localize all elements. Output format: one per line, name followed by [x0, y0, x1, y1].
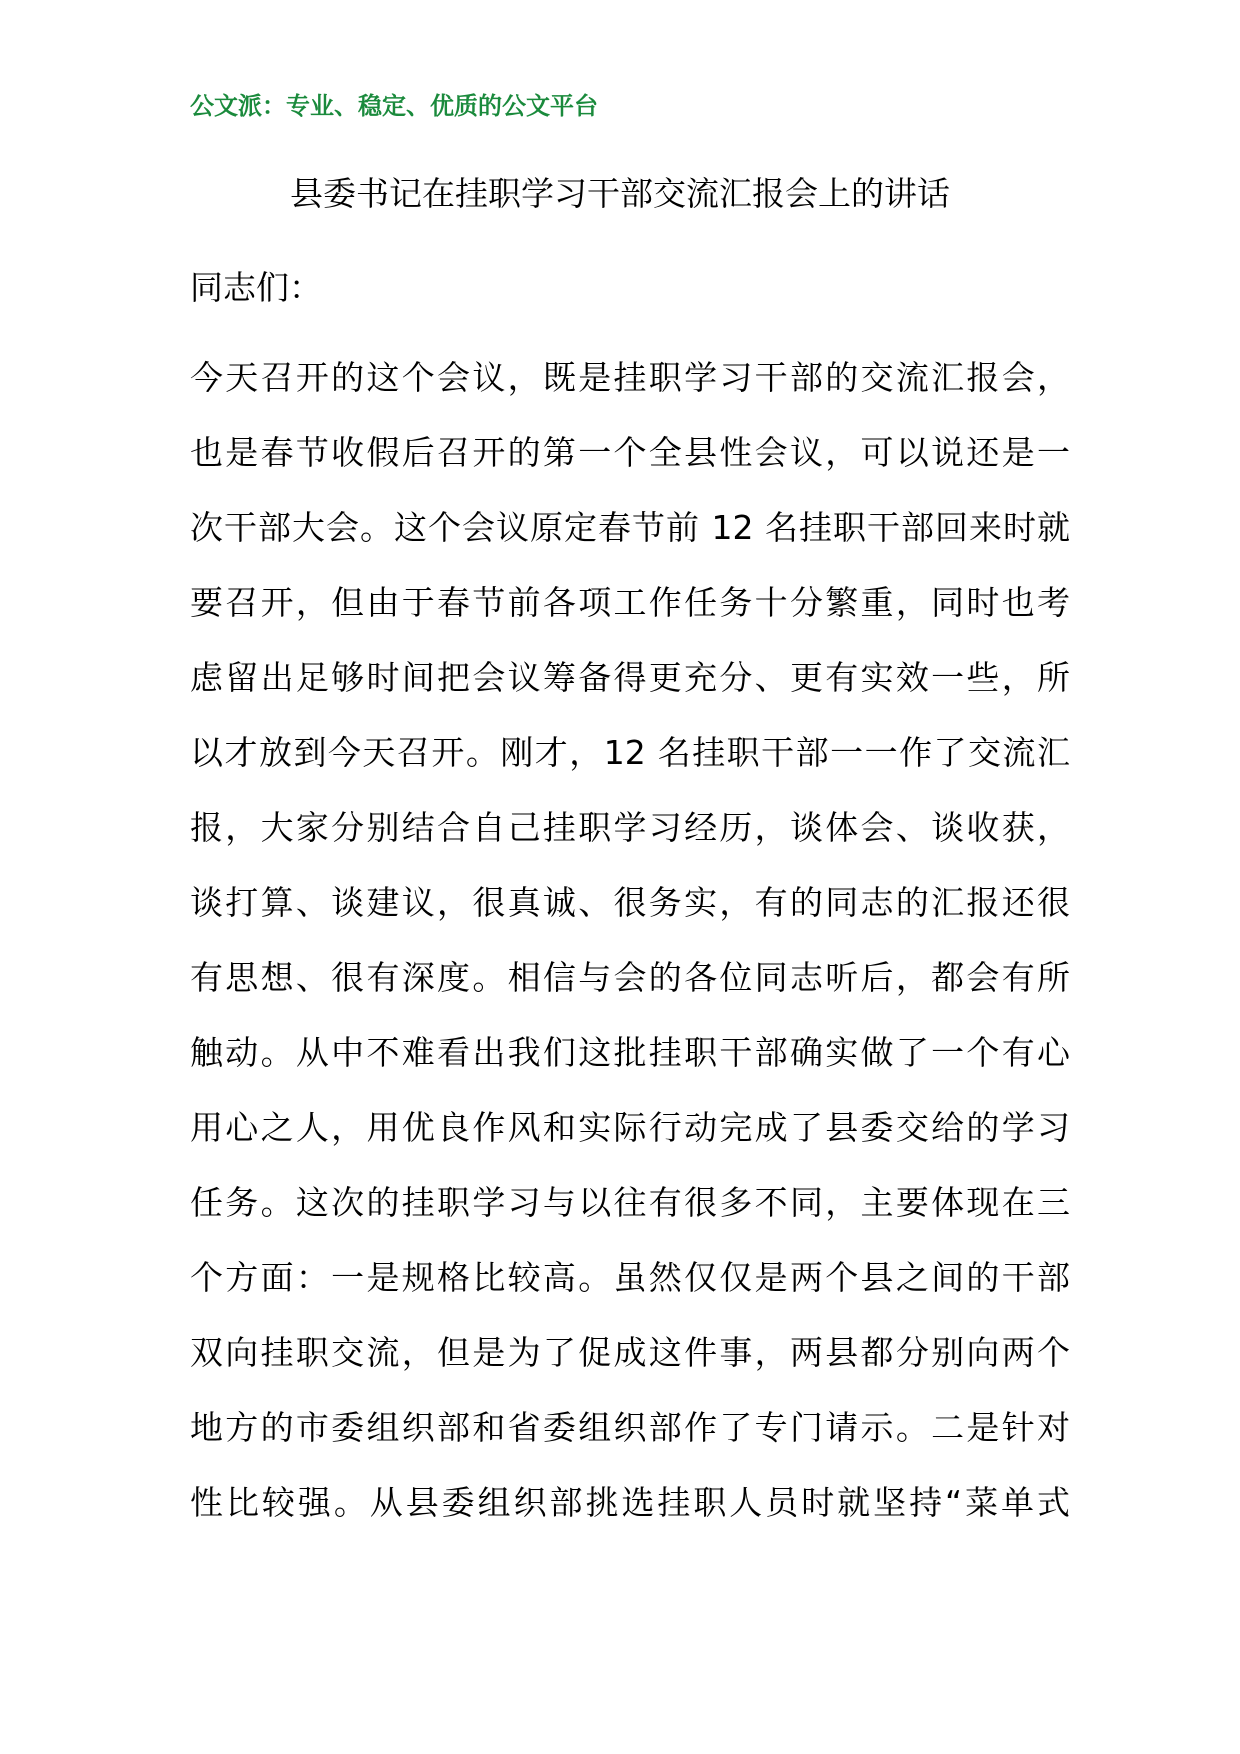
header-brand: 公文派：专业、稳定、优质的公文平台 [190, 92, 598, 120]
salutation: 同志们： [190, 268, 322, 307]
body-line: 性比较强。从县委组织部挑选挂职人员时就坚持“菜单式 [190, 1483, 1070, 1522]
body-line: 虑留出足够时间把会议筹备得更充分、更有实效一些，所 [190, 658, 1070, 697]
body-line: 次干部大会。这个会议原定春节前 12 名挂职干部回来时就 [190, 508, 1070, 547]
document-title: 县委书记在挂职学习干部交流汇报会上的讲话 [290, 174, 950, 213]
body-line: 个方面：一是规格比较高。虽然仅仅是两个县之间的干部 [190, 1258, 1070, 1297]
body-line: 任务。这次的挂职学习与以往有很多不同，主要体现在三 [190, 1183, 1070, 1222]
body-line: 也是春节收假后召开的第一个全县性会议，可以说还是一 [190, 433, 1070, 472]
body-line: 以才放到今天召开。刚才，12 名挂职干部一一作了交流汇 [190, 733, 1070, 772]
body-line: 今天召开的这个会议，既是挂职学习干部的交流汇报会， [190, 358, 1070, 397]
body-text [190, 356, 1070, 1556]
body-line: 谈打算、谈建议，很真诚、很务实，有的同志的汇报还很 [190, 883, 1070, 922]
body-line: 用心之人，用优良作风和实际行动完成了县委交给的学习 [190, 1108, 1070, 1147]
body-line: 双向挂职交流，但是为了促成这件事，两县都分别向两个 [190, 1333, 1070, 1372]
body-line: 要召开，但由于春节前各项工作任务十分繁重，同时也考 [190, 583, 1070, 622]
body-line: 触动。从中不难看出我们这批挂职干部确实做了一个有心 [190, 1033, 1070, 1072]
body-line: 有思想、很有深度。相信与会的各位同志听后，都会有所 [190, 958, 1070, 997]
body-line: 报，大家分别结合自己挂职学习经历，谈体会、谈收获， [190, 808, 1070, 847]
body-line: 地方的市委组织部和省委组织部作了专门请示。二是针对 [190, 1408, 1070, 1447]
